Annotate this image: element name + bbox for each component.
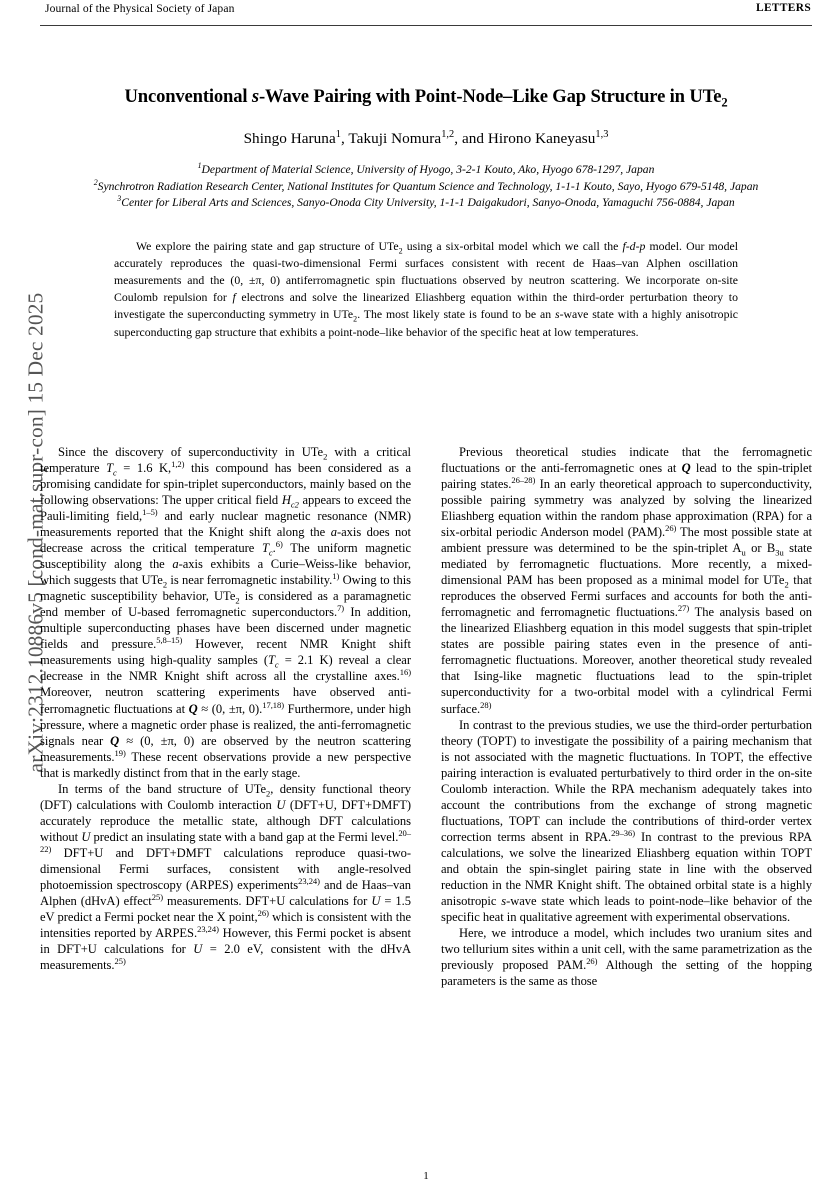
page-number: 1 bbox=[423, 1170, 429, 1182]
lp1-t6: and early nuclear magnetic resonance (NMR) measurements reported that the Knight shift along the bbox=[40, 509, 411, 540]
rp1-sub3: 2 bbox=[784, 579, 789, 590]
lp1-sub3: 2 bbox=[235, 595, 240, 606]
page-content bbox=[40, 0, 812, 1200]
lp1-t5: appears to exceed the Pauli-limiting field, bbox=[40, 493, 411, 524]
rp1-t1: Previous theoretical studies indicate that the ferromagnetic fluctuations or the anti-ferromagnetic ones at bbox=[441, 445, 812, 476]
lp1-sup1: 1,2) bbox=[171, 458, 185, 469]
affiliation-3-marker: 3 bbox=[117, 194, 122, 204]
lp2-it1: U bbox=[276, 797, 286, 812]
rp1-sup2: 26) bbox=[665, 522, 677, 533]
rp3-t2: Although the setting of the hopping parameters is the same as those bbox=[441, 958, 813, 989]
journal-name: Journal of the Physical Society of Japan bbox=[45, 2, 235, 15]
abstract-seg-9: -wave state with a highly anisotropic superconducting gap structure that exhibits a point-node–like behavior of the specific heat at low temperatures. bbox=[114, 308, 738, 339]
abstract-italic-s: s bbox=[554, 308, 560, 322]
affiliation-2 bbox=[88, 179, 764, 195]
lp2-t10: However, this Fermi pocket is absent in DFT+U calculations for bbox=[40, 925, 412, 956]
author-separator-1: , bbox=[340, 130, 349, 148]
lp1-t13: is considered as a paramagnetic end member of U-based ferromagnetic superconductors. bbox=[40, 589, 411, 620]
author-3-name: Hirono Kaneyasu bbox=[487, 130, 596, 148]
rp2-it1: s bbox=[501, 893, 507, 908]
lp1-t18: ≈ (0, ±π, 0). bbox=[197, 701, 263, 716]
lp2-t4: predict an insulating state with a band gap at the Fermi level. bbox=[90, 829, 399, 844]
right-paragraph-3 bbox=[441, 925, 812, 989]
lp2-t1: In terms of the band structure of UTe bbox=[58, 781, 267, 796]
lp2-it3: U bbox=[371, 893, 381, 908]
lp2-sup5: 23,24) bbox=[197, 923, 219, 934]
lp2-t9: which is consistent with the intensities reported by ARPES. bbox=[40, 909, 411, 940]
lp2-it2: U bbox=[81, 829, 91, 844]
abstract-seg-1: We explore the pairing state and gap structure of UTe bbox=[136, 239, 399, 253]
left-paragraph-1 bbox=[40, 444, 411, 781]
rp3-t1: Here, we introduce a model, which includes two uranium sites and two tellurium sites within a unit cell, with the same parametrization as the previously proposed PAM. bbox=[441, 925, 812, 972]
right-column bbox=[441, 444, 812, 1150]
lp2-t5: DFT+U and DFT+DMFT calculations reproduce quasi-two-dimensional Fermi surfaces, consistent with angle-resolved photoemission spectroscopy (ARPES) experiments bbox=[40, 845, 411, 892]
lp1-itsub2: c2 bbox=[290, 499, 299, 510]
rp1-sup1: 26–28) bbox=[511, 474, 536, 485]
affiliation-1 bbox=[88, 162, 764, 178]
lp1-it5: a bbox=[172, 557, 179, 572]
rp2-t3: -wave state which leads to point-node–like behavior of the specific heat in qualitative agreement with experimental observations. bbox=[441, 893, 812, 924]
author-1-affil-marker: 1 bbox=[335, 129, 341, 141]
lp1-sup4: 1) bbox=[332, 571, 340, 582]
title-italic-s: s bbox=[251, 86, 260, 107]
rp1-sup4: 28) bbox=[480, 699, 492, 710]
lp1-it6: T bbox=[267, 653, 275, 668]
rp1-t8: The analysis based on the linearized Eliashberg equation in this model suggests that spin-triplet states are possible pairing states even in the presence of anti-ferromagnetic fluctuations. Moreover, another theoretical study revealed that Ising-like magnetic fluctuations lead to the spin-triplet superconductivity for a two-orbital model with a cylindrical Fermi surface. bbox=[441, 605, 813, 716]
lp1-t15: However, recent NMR Knight shift measurements using high-quality samples ( bbox=[40, 637, 412, 668]
lp2-t2: , density functional theory (DFT) calculations with Coulomb interaction bbox=[40, 781, 412, 812]
lp1-sup6: 5,8–15) bbox=[156, 635, 183, 646]
abstract-seg-4: model. Our model accurately reproduces the quasi-two-dimensional Fermi surfaces consistent with recent de Haas–van Alphen oscillation measurements and the (0, ±π, 0) antiferromagnetic spin fluctuations observed by neutron scattering. We incorporate on-site Coulomb repulsion for bbox=[114, 239, 738, 305]
lp1-t14: In addition, multiple superconducting phases have been discerned under magnetic fields and pressure. bbox=[40, 605, 411, 652]
lp2-sup4: 26) bbox=[257, 907, 269, 918]
abstract-sub-1: 2 bbox=[398, 246, 403, 256]
rp2-sup1: 29–36) bbox=[611, 827, 636, 838]
lp1-itsub1: c bbox=[113, 467, 117, 478]
abstract-seg-2: using a six-orbital model which we call the bbox=[402, 239, 623, 253]
lp1-sub2: 2 bbox=[162, 579, 168, 590]
affiliation-2-marker: 2 bbox=[93, 177, 98, 187]
rp1-t5: or B bbox=[745, 541, 776, 556]
rp1-t4: The most possible state at ambient pressure was determined to be the spin-triplet A bbox=[441, 525, 812, 556]
abstract bbox=[114, 238, 738, 341]
rp2-t2: In contrast to the previous RPA calculations, we solve the linearized Eliashberg equation within TOPT and obtain the spin-singlet pairing state in line with the observed reduction in the NMR Knight shift. The obtained orbital state is a highly anisotropic bbox=[441, 829, 812, 908]
lp1-it2: H bbox=[281, 493, 291, 508]
arxiv-stamp: arXiv:2312.10886v5 [cond-mat.supr-con] 15 Dec 2025 bbox=[23, 292, 48, 773]
lp1-t2: with a critical temperature bbox=[40, 445, 411, 476]
lp1-t11: is near ferromagnetic instability. bbox=[167, 573, 333, 588]
lp1-it1: T bbox=[106, 461, 114, 476]
lp1-itsub4: c bbox=[268, 547, 273, 558]
lp1-sup9: 19) bbox=[114, 747, 126, 758]
right-paragraph-2 bbox=[441, 717, 812, 925]
lp1-it3: a bbox=[330, 525, 337, 540]
body-columns bbox=[40, 444, 812, 1150]
rp1-t6: state mediated by ferromagnetic fluctuations. More recently, a mixed-dimensional PAM has been proposed as a minimal model for UTe bbox=[441, 541, 812, 588]
lp2-sup1: 20–22) bbox=[40, 827, 411, 854]
rp1-sup3: 27) bbox=[677, 603, 690, 614]
title-part-2: -Wave Pairing with Point-Node–Like Gap Structure in UTe bbox=[259, 86, 722, 107]
lp1-bi1: Q bbox=[188, 701, 198, 716]
right-paragraph-1 bbox=[441, 444, 812, 717]
lp1-sup2: 1–5) bbox=[142, 506, 158, 517]
affiliation-1-marker: 1 bbox=[197, 161, 202, 171]
rp3-sup1: 26) bbox=[586, 955, 598, 966]
lp2-sup6: 25) bbox=[114, 955, 126, 966]
lp1-t9: The uniform magnetic susceptibility along the bbox=[40, 541, 411, 572]
lp1-t16: = 2.1 K) reveal a clear decrease in the NMR Knight shift across all the crystalline axes. bbox=[40, 653, 411, 684]
section-label: LETTERS bbox=[756, 2, 811, 14]
lp1-t3: = 1.6 K, bbox=[116, 461, 172, 476]
lp1-t12: Owing to this magnetic susceptibility behavior, UTe bbox=[40, 573, 412, 604]
lp1-bi2: Q bbox=[110, 733, 120, 748]
lp1-t19: Furthermore, under high pressure, where a magnetic order phase is realized, the anti-ferromagnetic signals near bbox=[40, 701, 411, 748]
affiliation-3-text: Center for Liberal Arts and Sciences, Sanyo-Onoda City University, 1-1-1 Daigakudori, Sanyo-Onoda, Yamaguchi 756-0884, Japan bbox=[121, 196, 735, 210]
lp1-t17: Moreover, neutron scattering experiments have observed anti-ferromagnetic fluctuations at bbox=[40, 685, 411, 716]
left-column bbox=[40, 444, 411, 1150]
abstract-italic-fdp: f-d-p bbox=[622, 239, 646, 253]
rp1-t2: lead to the spin-triplet pairing states. bbox=[441, 461, 812, 492]
rp2-t1: In contrast to the previous studies, we use the third-order perturbation theory (TOPT) to investigate the possibility of a pairing mechanism that is not associated with the magnetic fluctuations. In TOPT, the effective pairing interaction is evaluated perturbatively to third order in the on-site Coulomb interaction. While the RPA mechanism adequately takes into account the contributions from the exchange of strong magnetic fluctuations, TOPT can include the contributions of third-order vertex correction terms absent in RPA. bbox=[441, 717, 812, 844]
lp2-sup3: 25) bbox=[151, 891, 164, 902]
abstract-seg-6: electrons and solve the linearized Eliashberg equation within the third-order perturbation theory to investigate the superconducting symmetry in UTe bbox=[114, 291, 738, 322]
lp1-sup7: 16) bbox=[399, 667, 411, 678]
lp2-sup2: 23,24) bbox=[298, 875, 320, 886]
author-separator-2: , and bbox=[454, 130, 488, 148]
affiliation-list bbox=[40, 162, 812, 211]
lp2-t3: (DFT+U, DFT+DMFT) accurately reproduce the metallic state, although DFT calculations without bbox=[40, 797, 411, 844]
lp1-t7: -axis does not decrease across the critical temperature bbox=[40, 525, 411, 556]
affiliation-2-text: Synchrotron Radiation Research Center, National Institutes for Quantum Science and Technology, 1-1-1 Kouto, Sayo, Hyogo 679-5148, Japan bbox=[97, 179, 759, 193]
lp1-it4: T bbox=[261, 541, 269, 556]
lp1-t21: These recent observations provide a new perspective that is markedly distinct from that in the early stage. bbox=[40, 749, 411, 780]
lp2-t8: = 1.5 eV predict a Fermi pocket near the X point, bbox=[40, 893, 411, 924]
affiliation-3 bbox=[88, 195, 764, 211]
lp1-sup5: 7) bbox=[337, 603, 345, 614]
lp2-t7: measurements. DFT+U calculations for bbox=[163, 893, 372, 908]
rp1-t3: In an early theoretical approach to superconductivity, possible pairing symmetry was analyzed by solving the linearized Eliashberg equation within the random phase approximation (RPA) for a six-orbital periodic Anderson model (PAM). bbox=[441, 477, 812, 540]
author-list bbox=[40, 130, 812, 148]
lp1-itsub6: c bbox=[274, 659, 279, 670]
lp2-it4: U bbox=[193, 941, 203, 956]
lp1-t8: . bbox=[272, 541, 276, 556]
affiliation-1-text: Department of Material Science, University of Hyogo, 3-2-1 Kouto, Ako, Hyogo 678-1297, Japan bbox=[201, 163, 655, 177]
rp1-t7: that reproduces the observed Fermi surfaces and accounts for both the anti-ferromagnetic and ferromagnetic fluctuations. bbox=[441, 573, 812, 620]
lp1-sub1: 2 bbox=[323, 451, 328, 462]
page-title bbox=[40, 86, 812, 108]
lp2-t11: = 2.0 eV, consistent with the dHvA measurements. bbox=[40, 941, 411, 972]
lp1-sup8: 17,18) bbox=[262, 699, 285, 710]
author-1-name: Shingo Haruna bbox=[243, 130, 336, 148]
lp1-sup3: 6) bbox=[275, 539, 283, 550]
lp1-t10: -axis exhibits a Curie–Weiss-like behavior, which suggests that UTe bbox=[40, 557, 411, 588]
lp1-t4: this compound has been considered as a promising candidate for spin-triplet superconductors, mainly based on the following observations: The upper critical field bbox=[40, 461, 411, 508]
author-2-name: Takuji Nomura bbox=[348, 130, 442, 148]
running-head bbox=[40, 0, 812, 26]
title-part-1: Unconventional bbox=[124, 86, 252, 107]
lp2-t6: and de Haas–van Alphen (dHvA) effect bbox=[40, 877, 412, 908]
title-subscript: 2 bbox=[721, 95, 728, 110]
rp1-bi1: Q bbox=[681, 461, 691, 476]
author-2-affil-marker: 1,2 bbox=[441, 129, 455, 141]
abstract-sub-2: 2 bbox=[353, 314, 358, 324]
author-3-affil-marker: 1,3 bbox=[595, 129, 609, 141]
lp2-sub1: 2 bbox=[266, 788, 271, 799]
left-paragraph-2 bbox=[40, 781, 411, 973]
rp1-sub1: u bbox=[741, 547, 746, 558]
lp1-t1: Since the discovery of superconductivity in UTe bbox=[58, 445, 324, 459]
abstract-seg-7: . The most likely state is found to be an bbox=[357, 308, 555, 322]
lp1-t20: ≈ (0, ±π, 0) are observed by the neutron scattering measurements. bbox=[40, 733, 411, 764]
rp1-sub2: 3u bbox=[775, 547, 784, 558]
abstract-italic-f: f bbox=[232, 291, 236, 305]
